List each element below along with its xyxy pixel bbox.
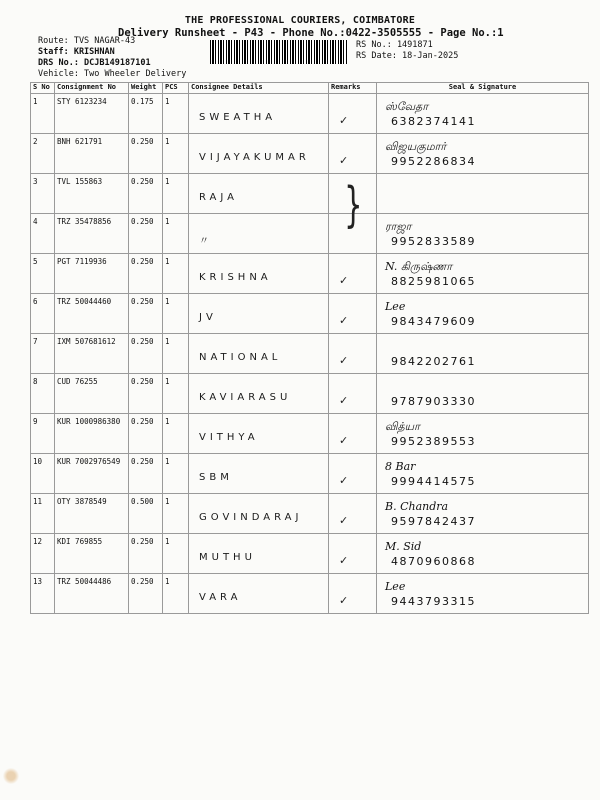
row-consignment: KDI 769855: [55, 534, 129, 574]
table-row: [31, 374, 589, 414]
row-consignment: BNH 621791: [55, 134, 129, 174]
row-sno: 11: [31, 494, 55, 534]
consignee-name: RAJA: [199, 192, 238, 203]
consignee-name: VARA: [199, 592, 242, 603]
remark-tick: ✓: [339, 434, 349, 447]
barcode-image: [210, 40, 348, 64]
signature-phone: 9443793315: [391, 595, 476, 608]
row-consignment: TRZ 50044460: [55, 294, 129, 334]
row-weight: 0.250: [129, 174, 163, 214]
row-remarks: [329, 374, 377, 414]
remark-tick: ✓: [339, 154, 349, 167]
signature-phone: 9994414575: [391, 475, 476, 488]
remark-tick: ✓: [339, 554, 349, 567]
row-sno: 8: [31, 374, 55, 414]
consignee-name: SBM: [199, 472, 233, 483]
row-remarks: [329, 574, 377, 614]
signature-phone: 6382374141: [391, 115, 476, 128]
table-row: [31, 134, 589, 174]
remark-tick: ✓: [339, 514, 349, 527]
row-pcs: 1: [163, 94, 189, 134]
row-pcs: 1: [163, 214, 189, 254]
row-consignee: [189, 254, 329, 294]
vehicle-label: Vehicle: Two Wheeler Delivery: [38, 69, 187, 79]
signature-mark: விஜயகுமார்: [385, 140, 447, 153]
table-row: [31, 454, 589, 494]
row-remarks: [329, 534, 377, 574]
consignee-name: JV: [199, 312, 217, 323]
consignee-name: NATIONAL: [199, 352, 282, 363]
row-sno: 6: [31, 294, 55, 334]
row-weight: 0.250: [129, 414, 163, 454]
row-signature: [377, 214, 589, 254]
signature-mark: வித்யா: [385, 420, 420, 433]
row-pcs: 1: [163, 414, 189, 454]
runsheet-subtitle: Delivery Runsheet - P43 - Phone No.:0422-3505555 - Page No.:1: [118, 27, 504, 39]
remark-tick: ✓: [339, 354, 349, 367]
row-sno: 2: [31, 134, 55, 174]
row-signature: [377, 94, 589, 134]
row-remarks: [329, 94, 377, 134]
consignee-name: SWEATHA: [199, 112, 277, 123]
row-weight: 0.250: [129, 254, 163, 294]
signature-phone: 9787903330: [391, 395, 476, 408]
table-row: [31, 214, 589, 254]
signature-phone: 4870960868: [391, 555, 476, 568]
row-sno: 13: [31, 574, 55, 614]
row-weight: 0.250: [129, 374, 163, 414]
rs-number: RS No.: 1491871: [356, 40, 433, 50]
row-weight: 0.250: [129, 134, 163, 174]
row-signature: [377, 254, 589, 294]
row-consignment: TVL 155863: [55, 174, 129, 214]
signature-mark: 8 Bar: [385, 460, 416, 473]
row-signature: [377, 294, 589, 334]
table-row: [31, 334, 589, 374]
table-row: [31, 294, 589, 334]
row-pcs: 1: [163, 334, 189, 374]
remark-tick: ✓: [339, 474, 349, 487]
staff-label: Staff: KRISHNAN: [38, 47, 115, 57]
signature-mark: ராஜா: [385, 220, 412, 233]
consignee-name: VIJAYAKUMAR: [199, 152, 310, 163]
col-consignment: Consignment No: [55, 83, 129, 94]
row-sno: 3: [31, 174, 55, 214]
row-signature: [377, 454, 589, 494]
signature-phone: 8825981065: [391, 275, 476, 288]
col-consignee: Consignee Details: [189, 83, 329, 94]
row-consignee: [189, 454, 329, 494]
row-remarks: [329, 414, 377, 454]
drs-number: DRS No.: DCJB149187101: [38, 58, 151, 68]
signature-phone: 9597842437: [391, 515, 476, 528]
row-pcs: 1: [163, 134, 189, 174]
signature-phone: 9952389553: [391, 435, 476, 448]
signature-mark: B. Chandra: [385, 500, 449, 513]
row-consignee: [189, 334, 329, 374]
table-row: [31, 174, 589, 214]
row-consignment: IXM 507681612: [55, 334, 129, 374]
row-weight: 0.250: [129, 294, 163, 334]
row-signature: [377, 494, 589, 534]
row-consignment: STY 6123234: [55, 94, 129, 134]
remark-tick: ✓: [339, 274, 349, 287]
row-remarks: [329, 454, 377, 494]
row-pcs: 1: [163, 254, 189, 294]
row-signature: [377, 134, 589, 174]
row-consignment: PGT 7119936: [55, 254, 129, 294]
row-remarks: [329, 254, 377, 294]
row-pcs: 1: [163, 454, 189, 494]
row-sno: 10: [31, 454, 55, 494]
row-consignee: [189, 374, 329, 414]
route-label: Route: TVS NAGAR-43: [38, 36, 136, 46]
row-weight: 0.250: [129, 454, 163, 494]
row-sno: 12: [31, 534, 55, 574]
consignee-name: MUTHU: [199, 552, 256, 563]
row-consignee: [189, 94, 329, 134]
col-remarks: Remarks: [329, 83, 377, 94]
signature-mark: ஸ்வேதா: [385, 100, 429, 113]
row-sno: 5: [31, 254, 55, 294]
row-weight: 0.250: [129, 214, 163, 254]
signature-mark: Lee: [385, 580, 406, 593]
remark-tick: ✓: [339, 314, 349, 327]
remark-tick: ✓: [339, 114, 349, 127]
table-row: [31, 534, 589, 574]
row-sno: 4: [31, 214, 55, 254]
row-remarks: [329, 134, 377, 174]
row-signature: [377, 414, 589, 454]
brace-mark: }: [344, 177, 363, 233]
col-signature: Seal & Signature: [377, 83, 589, 94]
rs-date: RS Date: 18-Jan-2025: [356, 51, 459, 61]
consignee-name: 〃: [199, 236, 213, 247]
signature-phone: 9842202761: [391, 355, 476, 368]
row-weight: 0.500: [129, 494, 163, 534]
row-consignment: OTY 3878549: [55, 494, 129, 534]
row-signature: [377, 374, 589, 414]
col-pcs: PCS: [163, 83, 189, 94]
table-row: [31, 574, 589, 614]
consignee-name: GOVINDARAJ: [199, 512, 303, 523]
row-pcs: 1: [163, 534, 189, 574]
signature-mark: N. கிருஷ்ணா: [385, 260, 453, 273]
row-consignment: TRZ 50044486: [55, 574, 129, 614]
row-consignment: KUR 7002976549: [55, 454, 129, 494]
table-row: [31, 94, 589, 134]
row-consignee: [189, 574, 329, 614]
row-pcs: 1: [163, 374, 189, 414]
page-stain: [3, 765, 19, 787]
row-consignee: [189, 494, 329, 534]
row-remarks: [329, 294, 377, 334]
remark-tick: ✓: [339, 594, 349, 607]
row-signature: [377, 174, 589, 214]
row-pcs: 1: [163, 294, 189, 334]
row-sno: 7: [31, 334, 55, 374]
consignee-name: KRISHNA: [199, 272, 272, 283]
row-weight: 0.250: [129, 534, 163, 574]
row-sno: 9: [31, 414, 55, 454]
row-consignee: [189, 134, 329, 174]
table-header-row: [31, 83, 589, 94]
col-weight: Weight: [129, 83, 163, 94]
row-consignment: CUD 76255: [55, 374, 129, 414]
row-consignment: TRZ 35478856: [55, 214, 129, 254]
row-remarks: [329, 494, 377, 534]
row-pcs: 1: [163, 494, 189, 534]
runsheet-table: [30, 82, 589, 614]
company-title: THE PROFESSIONAL COURIERS, COIMBATORE: [184, 15, 416, 26]
row-consignee: [189, 534, 329, 574]
table-row: [31, 254, 589, 294]
consignee-name: VITHYA: [199, 432, 259, 443]
row-remarks: [329, 334, 377, 374]
row-sno: 1: [31, 94, 55, 134]
col-sno: S No: [31, 83, 55, 94]
table-row: [31, 494, 589, 534]
row-signature: [377, 334, 589, 374]
row-signature: [377, 574, 589, 614]
row-consignee: [189, 414, 329, 454]
row-weight: 0.250: [129, 574, 163, 614]
table-row: [31, 414, 589, 454]
signature-phone: 9952286834: [391, 155, 476, 168]
consignee-name: KAVIARASU: [199, 392, 292, 403]
row-consignment: KUR 1000986380: [55, 414, 129, 454]
row-pcs: 1: [163, 174, 189, 214]
row-signature: [377, 534, 589, 574]
signature-phone: 9843479609: [391, 315, 476, 328]
row-consignee: [189, 174, 329, 214]
row-weight: 0.250: [129, 334, 163, 374]
row-pcs: 1: [163, 574, 189, 614]
signature-mark: Lee: [385, 300, 406, 313]
row-consignee: [189, 214, 329, 254]
signature-phone: 9952833589: [391, 235, 476, 248]
row-weight: 0.175: [129, 94, 163, 134]
remark-tick: ✓: [339, 394, 349, 407]
signature-mark: M. Sid: [385, 540, 422, 553]
row-consignee: [189, 294, 329, 334]
